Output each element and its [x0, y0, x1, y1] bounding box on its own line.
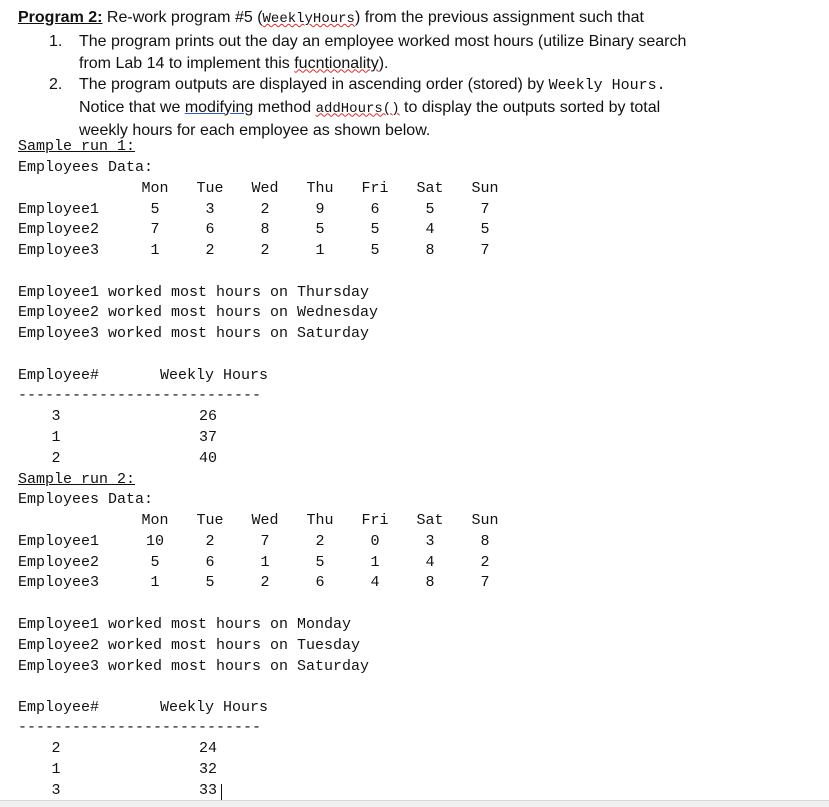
most-hours-line: Employee3 worked most hours on Saturday [18, 325, 370, 342]
misspelled-word: fucntionality [294, 54, 379, 72]
divider-line: --------------------------- [18, 719, 262, 736]
sorted-employee-number: 1 [51, 761, 61, 778]
weekly-hours-header: Weekly Hours [160, 367, 269, 384]
employees-data-label: Employees Data: [18, 491, 154, 508]
document-page: Program 2: Re-work program #5 (WeeklyHours) from the previous assignment such that 1. The program prints out the day an employee worked most hours (utilize Binary search from Lab 14 to implement this fucntionality). 2. The program outputs are displayed in ascending order (stored) by Weekly Hours. Notice that we modifying method addHours() to display the outputs sorted by total weekly hours for each employee as shown below. Sample run 1: Employees Data: Mon Tue Wed Thu Fri Sat Sun Employee1 5 3 2 9 6 5 7 Employee2 7 6 8 5 5 4 5 Employee3 1 2 2 1 5 8 7 Employee1 worked most hours on Thursday Employee2 worked most hours on Wednesday Employee3 worked most hours on Saturday Employee# Weekly Hours --------------------------- 3 26 1 37 2 40 Sample run 2: Employees Data: Mon Tue Wed Thu Fri Sat Sun Employee1 10 2 7 2 0 3 8 Employee2 5 6 1 5 1 4 2 Employee3 1 5 2 6 4 8 7 Employee1 worked most hours on Monday Employee2 worked most hours on Tuesday Employee3 worked most hours on Saturday Employee# Weekly Hours --------------------------- 2 24 1 32 3 33 [0, 0, 829, 806]
employees-data-label: Employees Data: [18, 159, 154, 176]
divider-line: --------------------------- [18, 387, 262, 404]
sorted-employee-number: 2 [51, 740, 61, 757]
sample-run-title: Sample run 1: [18, 138, 136, 155]
most-hours-line: Employee1 worked most hours on Thursday [18, 284, 370, 301]
sorted-employee-number: 1 [51, 429, 61, 446]
weekly-hours-code: Weekly Hours. [548, 77, 666, 94]
program-heading: Program 2: Re-work program #5 (WeeklyHours) from the previous assignment such that [18, 9, 644, 27]
most-hours-line: Employee3 worked most hours on Saturday [18, 658, 370, 675]
sorted-weekly-hours: 24 [198, 740, 217, 757]
weekly-hours-header: Weekly Hours [160, 699, 269, 716]
text-cursor [221, 784, 222, 800]
most-hours-line: Employee2 worked most hours on Wednesday [18, 304, 379, 321]
employee-number-header: Employee# [18, 367, 100, 384]
sorted-employee-number: 3 [51, 782, 61, 799]
employee-number-header: Employee# [18, 699, 100, 716]
sorted-weekly-hours: 32 [198, 761, 217, 778]
most-hours-line: Employee1 worked most hours on Monday [18, 616, 352, 633]
sorted-employee-number: 2 [51, 450, 61, 467]
sample-run-title: Sample run 2: [18, 471, 136, 488]
class-name-code: WeeklyHours [262, 11, 355, 27]
sorted-weekly-hours: 40 [198, 450, 217, 467]
sorted-weekly-hours: 33 [198, 782, 217, 799]
program-label: Program 2: [18, 9, 103, 26]
grammar-flagged-word: modifying [184, 98, 254, 116]
most-hours-line: Employee2 worked most hours on Tuesday [18, 637, 361, 654]
sorted-weekly-hours: 37 [198, 429, 217, 446]
sorted-weekly-hours: 26 [198, 408, 217, 425]
method-name-code: addHours() [315, 100, 400, 117]
sorted-employee-number: 3 [51, 408, 61, 425]
